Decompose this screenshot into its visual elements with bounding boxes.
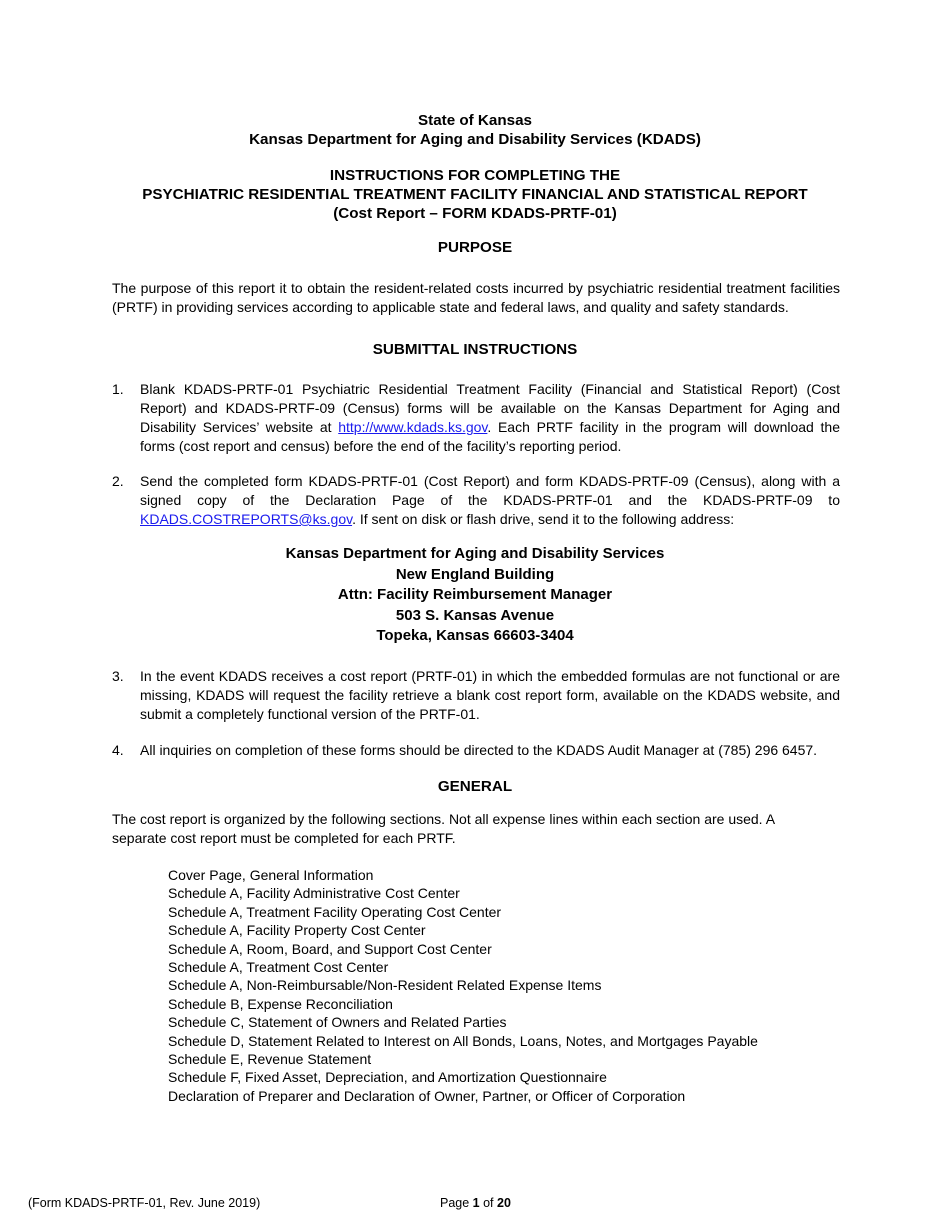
list-item: Schedule A, Non-Reimbursable/Non-Resident Related Expense Items [168, 977, 602, 994]
list-item: Schedule A, Facility Property Cost Center [168, 922, 426, 939]
list-item: Schedule F, Fixed Asset, Depreciation, and Amortization Questionnaire [168, 1069, 607, 1086]
list-item: Schedule A, Facility Administrative Cost Center [168, 885, 460, 902]
address-line-5: Topeka, Kansas 66603-3404 [376, 627, 574, 644]
instruction-item-3 [112, 667, 840, 724]
purpose-text: The purpose of this report it to obtain the resident-related costs incurred by psychiatric residential treatment facilities (PRTF) in providing services according to applicable state and federal laws, and quality and safety standards. [112, 280, 840, 315]
kdads-website-link[interactable]: http://www.kdads.ks.gov [338, 419, 488, 435]
list-item: Cover Page, General Information [168, 867, 374, 883]
item-number: 1. [112, 381, 124, 397]
item-2-text-post: . If sent on disk or flash drive, send it to the following address: [352, 511, 735, 527]
cost-reports-email-link[interactable]: KDADS.COSTREPORTS@ks.gov [140, 511, 353, 527]
document-title [0, 166, 950, 223]
instruction-item-4 [112, 741, 840, 760]
general-intro-line-2: separate cost report must be completed for each PRTF. [112, 830, 456, 846]
item-2-text-pre: Send the completed form KDADS-PRTF-01 (Cost Report) and form KDADS-PRTF-09 (Census), along with a signed copy of the Declaration Page of the KDADS-PRTF-01 and the KDADS-PRTF-09 to [140, 473, 840, 508]
page-label: Page [440, 1196, 473, 1210]
title-line-3: (Cost Report – FORM KDADS-PRTF-01) [333, 205, 617, 222]
address-line-2: New England Building [395, 565, 555, 583]
current-page: 1 [472, 1196, 480, 1210]
footer-form-id: (Form KDADS-PRTF-01, Rev. June 2019) [28, 1196, 261, 1210]
address-line-3: Attn: Facility Reimbursement Manager [337, 586, 613, 603]
list-item: Declaration of Preparer and Declaration of Owner, Partner, or Officer of Corporation [168, 1087, 686, 1104]
instruction-item-1 [112, 380, 840, 456]
title-line-1: INSTRUCTIONS FOR COMPLETING THE [329, 167, 621, 184]
list-item: Schedule C, Statement of Owners and Related Parties [168, 1014, 507, 1031]
list-item: Schedule D, Statement Related to Interest on All Bonds, Loans, Notes, and Mortgages Payable [168, 1032, 758, 1049]
report-sections-list [168, 866, 758, 1105]
address-line-4: 503 S. Kansas Avenue [395, 606, 555, 624]
item-1-text-pre: Blank KDADS-PRTF-01 Psychiatric Residential Treatment Facility (Financial and Statistical Report) (Cost Report) and KDADS-PRTF-09 (Census) forms will be available on the Kansas Department for Aging and Disability Services’ website at [140, 381, 840, 435]
purpose-section [112, 279, 840, 317]
item-3-text: In the event KDADS receives a cost report (PRTF-01) in which the embedded formulas are not functional or are missing, KDADS will request the facility retrieve a blank cost report form, available on the KDADS website, and submit a completely functional version of the PRTF-01. [140, 668, 840, 722]
purpose-heading: PURPOSE [437, 239, 513, 256]
general-intro-line-1: The cost report is organized by the following sections. Not all expense lines within each section are used. A [112, 811, 776, 827]
submittal-heading: SUBMITTAL INSTRUCTIONS [372, 341, 578, 358]
header-state: State of Kansas [418, 112, 532, 129]
address-line-1: Kansas Department for Aging and Disability Services [285, 545, 665, 562]
total-pages: 20 [497, 1196, 511, 1210]
list-item: Schedule E, Revenue Statement [168, 1051, 372, 1068]
list-item: Schedule A, Room, Board, and Support Cost Center [168, 940, 492, 957]
list-item: Schedule A, Treatment Facility Operating Cost Center [168, 903, 502, 920]
general-intro [112, 810, 872, 848]
item-number: 3. [112, 668, 124, 684]
list-item: Schedule A, Treatment Cost Center [168, 959, 389, 976]
item-number: 2. [112, 473, 124, 489]
of-label: of [479, 1196, 497, 1210]
document-header [0, 111, 950, 149]
header-department: Kansas Department for Aging and Disability Services (KDADS) [249, 131, 701, 148]
instruction-item-2 [112, 472, 840, 529]
general-heading: GENERAL [437, 778, 513, 795]
item-1-text-post: . Each PRTF facility in the program will download the forms (cost report and census) before the end of the facility’s reporting period. [140, 419, 840, 454]
item-number: 4. [112, 742, 124, 758]
mailing-address [0, 544, 950, 647]
list-item: Schedule B, Expense Reconciliation [168, 995, 393, 1012]
item-4-text: All inquiries on completion of these forms should be directed to the KDADS Audit Manager at (785) 296 6457. [140, 742, 818, 758]
title-line-2: PSYCHIATRIC RESIDENTIAL TREATMENT FACILITY FINANCIAL AND STATISTICAL REPORT [142, 186, 808, 203]
footer-page-number [440, 1196, 511, 1210]
